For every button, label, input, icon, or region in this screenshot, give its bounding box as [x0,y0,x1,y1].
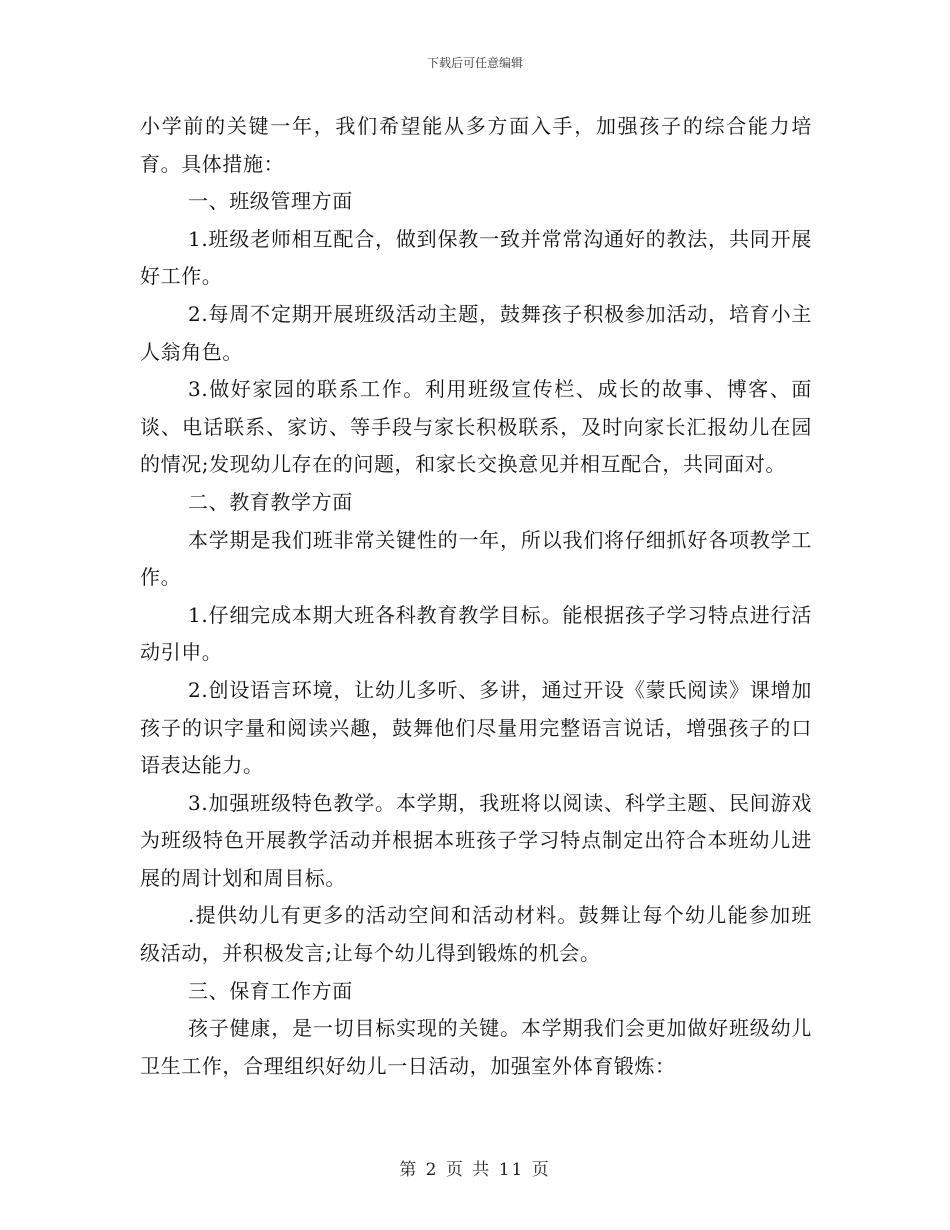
paragraph-12: 孩子健康，是一切目标实现的关键。本学期我们会更加做好班级幼儿卫生工作，合理组织好幼儿一日活动，加强室外体育锻炼： [140,1016,812,1078]
document-body [140,108,812,1085]
paragraph-7: 1.仔细完成本期大班各科教育教学目标。能根据孩子学习特点进行活动引申。 [140,602,812,665]
paragraph-9: 3.加强班级特色教学。本学期，我班将以阅读、科学主题、民间游戏为班级特色开展教学活动并根据本班孩子学习特点制定出符合本班幼儿进展的周计划和周目标。 [140,790,812,890]
paragraph-3: 2.每周不定期开展班级活动主题，鼓舞孩子积极参加活动，培育小主人翁角色。 [140,301,812,364]
section-heading-class-management: 一、班级管理方面 [188,189,353,214]
paragraph-6: 本学期是我们班非常关键性的一年，所以我们将仔细抓好各项教学工作。 [140,527,812,590]
paragraph-4: 3.做好家园的联系工作。利用班级宣传栏、成长的故事、博客、面谈、电话联系、家访、等手段与家长积极联系，及时向家长汇报幼儿在园的情况;发现幼儿存在的问题，和家长交换意见并相互配合，共同面对。 [140,377,812,477]
page-header-note: 下载后可任意编辑 [426,56,523,70]
paragraph-8: 2.创设语言环境，让幼儿多听、多讲，通过开设《蒙氏阅读》课增加孩子的识字量和阅读兴趣，鼓舞他们尽量用完整语言说话，增强孩子的口语表达能力。 [140,677,812,778]
section-heading-teaching: 二、教育教学方面 [188,489,353,514]
section-heading-care: 三、保育工作方面 [188,978,353,1003]
paragraph-0: 小学前的关键一年，我们希望能从多方面入手，加强孩子的综合能力培育。具体措施： [140,114,812,176]
paragraph-10: .提供幼儿有更多的活动空间和活动材料。鼓舞让每个幼儿能参加班级活动，并积极发言;让每个幼儿得到锻炼的机会。 [140,903,812,966]
page-number-footer: 第 2 页 共 11 页 [399,1160,551,1180]
paragraph-2: 1.班级老师相互配合，做到保教一致并常常沟通好的教法，共同开展好工作。 [140,226,812,289]
